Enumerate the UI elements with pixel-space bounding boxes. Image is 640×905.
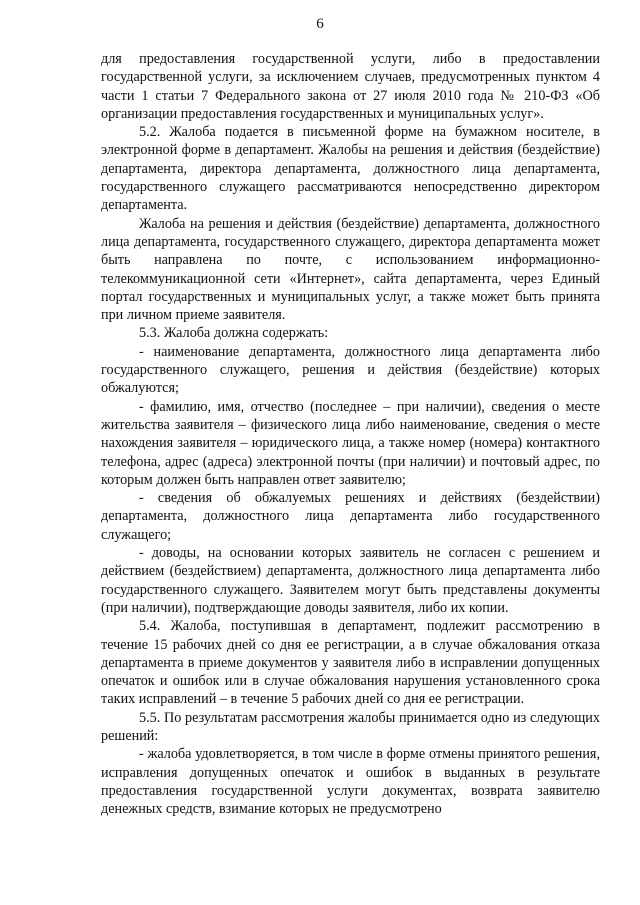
list-item-complaint-satisfied: - жалоба удовлетворяется, в том числе в форме отмены принятого решения, исправления допущенных опечаток и ошибок в выданных в результате предоставления государственной услуги документах, возврата заявителю денежных средств, взимание которых не предусмотрено — [101, 746, 600, 818]
paragraph-continuation: для предоставления государственной услуги, либо в предоставлении государственной услуги, за исключением случаев, предусмотренных пунктом 4 части 1 статьи 7 Федерального закона от 27 июля 2010 года № 210-ФЗ «Об организации предоставления государственных и муниципальных услуг». — [101, 51, 600, 122]
list-item-appealed-decisions: - сведения об обжалуемых решениях и действиях (бездействии) департамента, должностного лица департамента либо государственного служащего; — [101, 490, 600, 543]
list-item-applicant-details: - фамилию, имя, отчество (последнее – при наличии), сведения о месте жительства заявителя – физического лица либо наименование, сведения о месте нахождения заявителя – юридического лица, а также номер (номера) контактного телефона, адрес (адреса) электронной почты (при наличии) и почтовый адрес, по которым должен быть направлен ответ заявителю; — [101, 398, 600, 488]
list-item-arguments: - доводы, на основании которых заявитель не согласен с решением и действием (бездействием) департамента, должностного лица департамента либо государственного служащего. Заявителем могут быть представлены документы (при наличии), подтверждающие доводы заявителя, либо их копии. — [101, 545, 600, 616]
paragraph-complaint-channels: Жалоба на решения и действия (бездействие) департамента, должностного лица департамента, государственного служащего, директора департамента может быть направлена по почте, с использованием информационно-телекоммуникационной сети «Интернет», сайта департамента, через Единый портал государственных и муниципальных услуг, а также может быть принята при личном приеме заявителя. — [101, 215, 600, 324]
paragraph-5-3: 5.3. Жалоба должна содержать: — [139, 325, 329, 342]
paragraph-5-4: 5.4. Жалоба, поступившая в департамент, подлежит рассмотрению в течение 15 рабочих дней со дня ее регистрации, а в случае обжалования отказа департамента в приеме документов у заявителя либо в исправлении допущенных опечаток и ошибок или в случае обжалования нарушения установленного срока таких исправлений – в течение 5 рабочих дней со дня ее регистрации. — [101, 618, 600, 708]
paragraph-5-2: 5.2. Жалоба подается в письменной форме на бумажном носителе, в электронной форме в департамент. Жалобы на решения и действия (бездействие) департамента, директора департамента, должностного лица департамента, государственного служащего рассматриваются непосредственно директором департамента. — [101, 124, 600, 214]
list-item-department-name: - наименование департамента, должностного лица департамента либо государственного служащего, решения и действия (бездействие) которых обжалуются; — [101, 343, 600, 397]
document-text — [101, 50, 600, 818]
paragraph-5-5: 5.5. По результатам рассмотрения жалобы принимается одно из следующих решений: — [101, 709, 600, 744]
page-number: 6 — [316, 16, 324, 32]
